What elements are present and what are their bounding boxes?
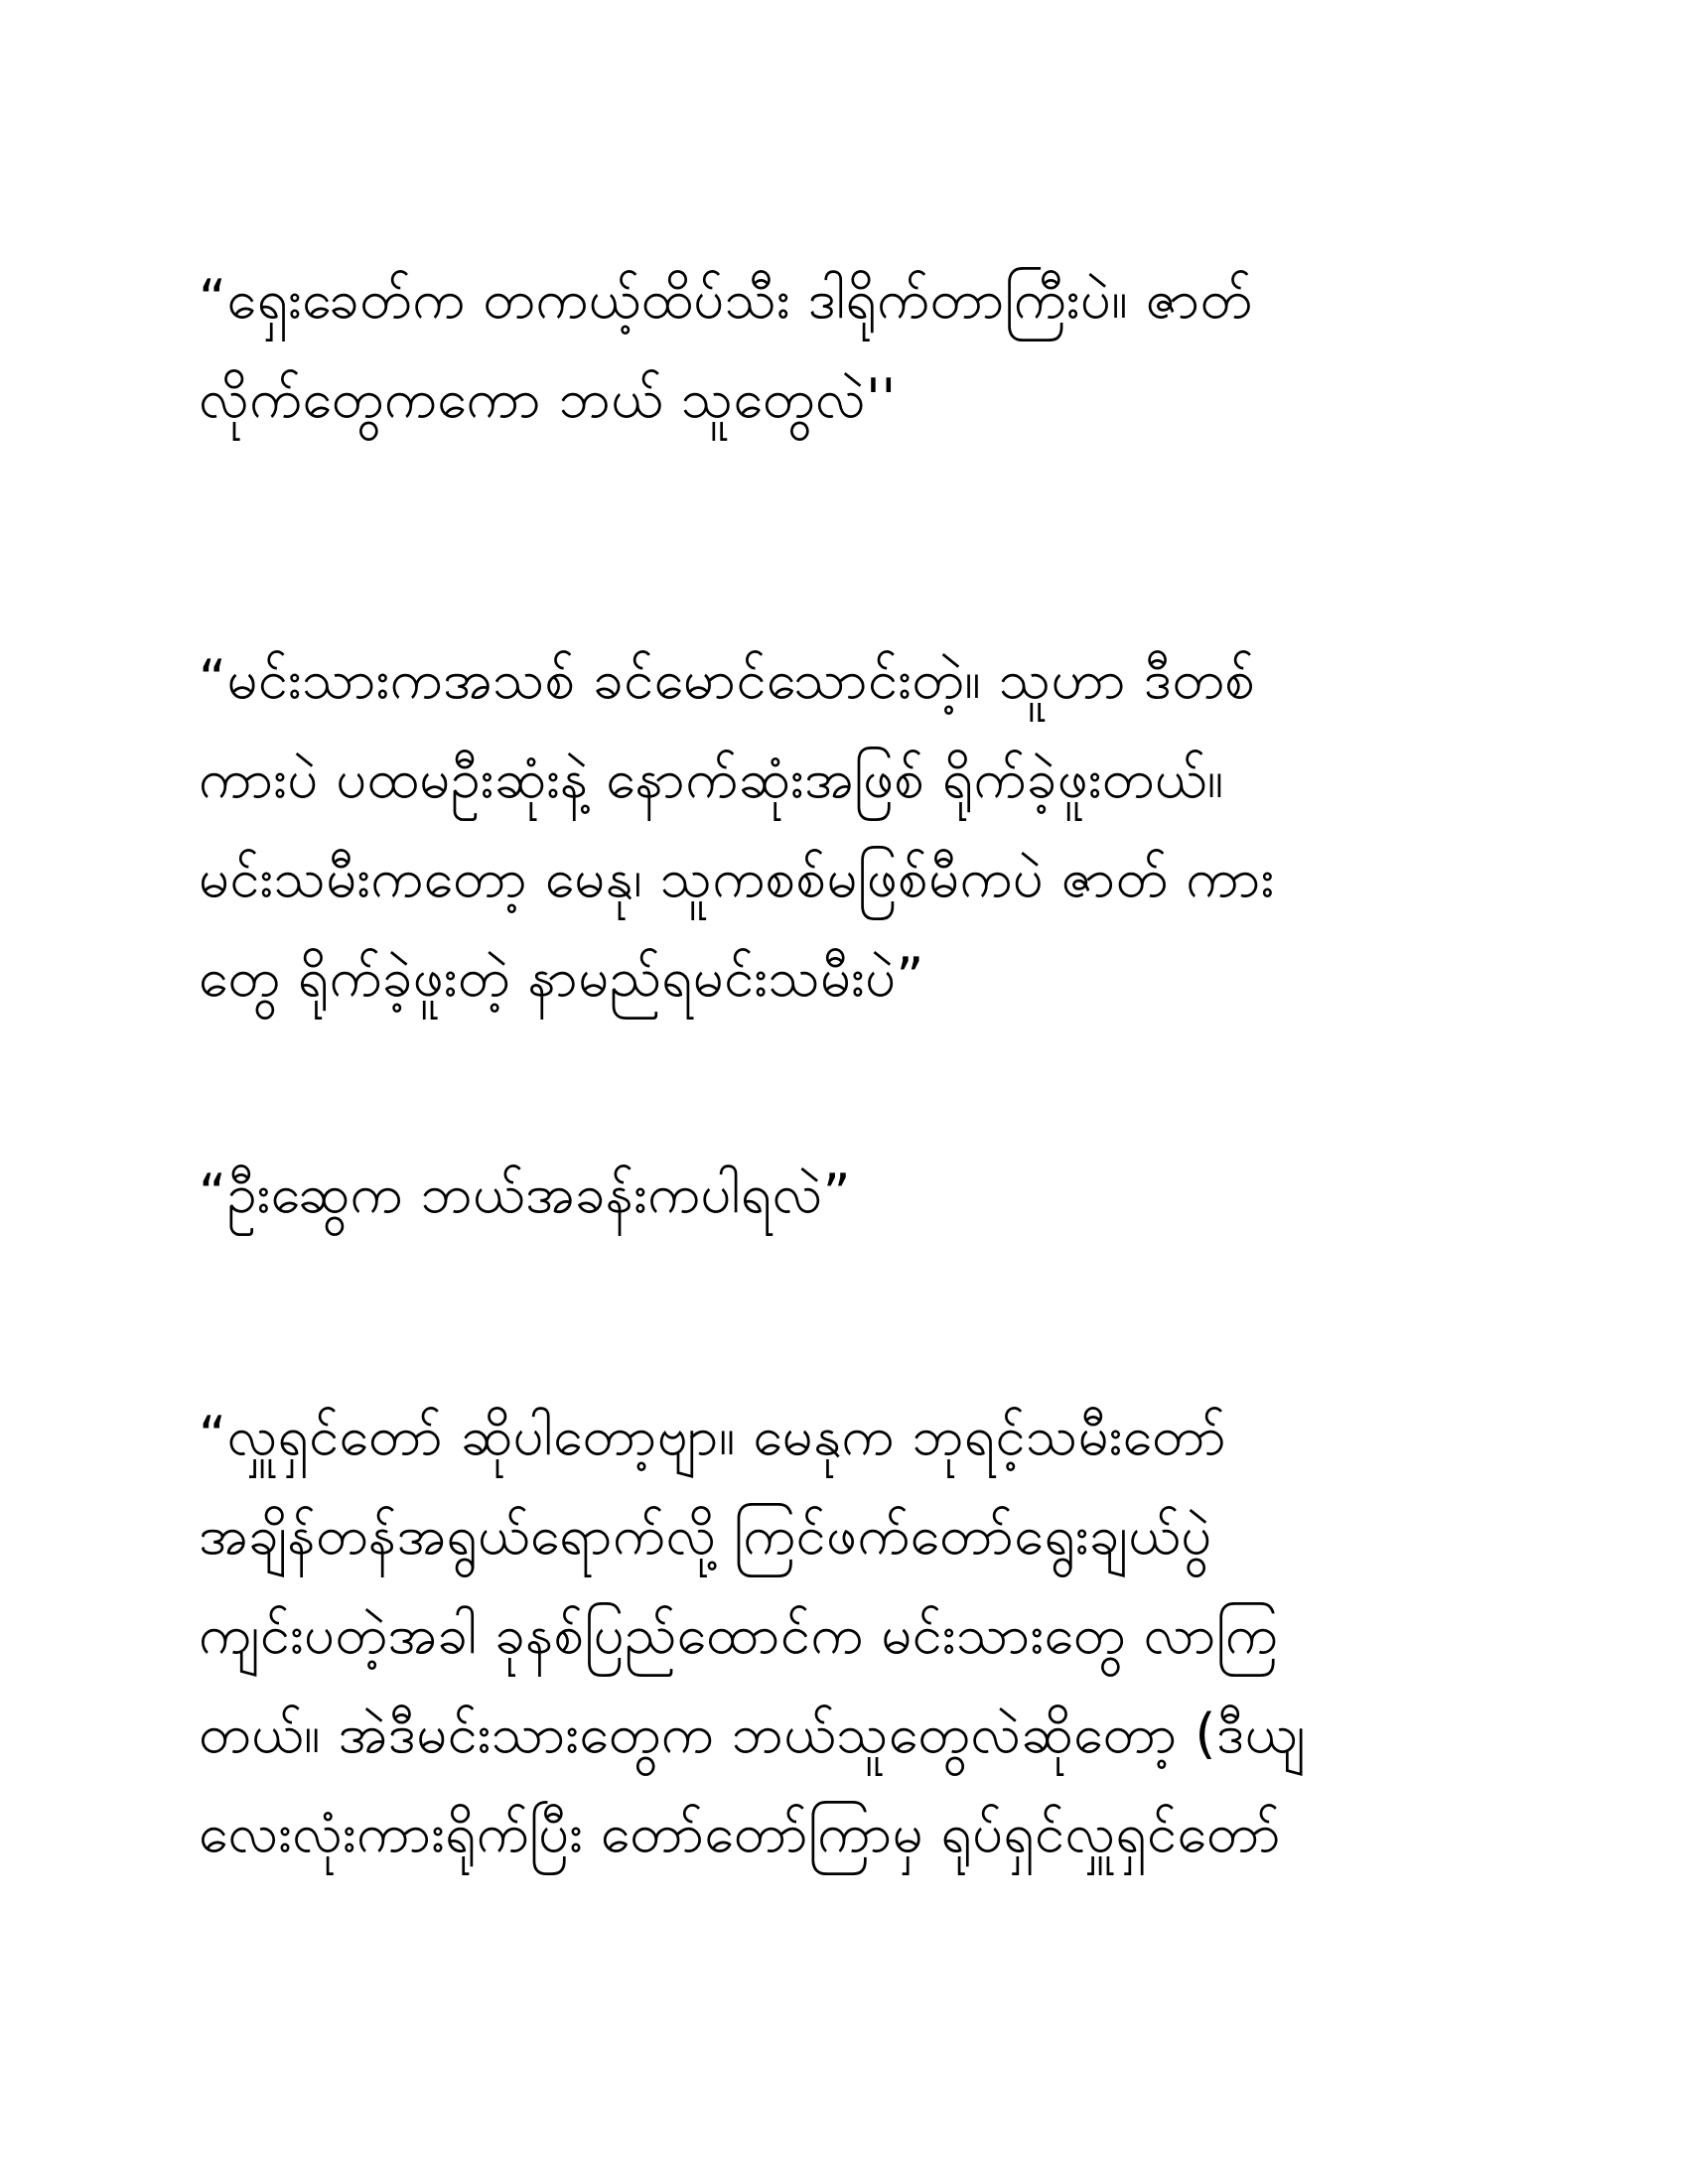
dialogue-paragraph-1 bbox=[199, 250, 1509, 449]
text-line: “ရှေးခေတ်က တကယ့်ထိပ်သီး ဒါရိုက်တာကြီးပဲ။ ဇာတ် bbox=[199, 268, 1253, 331]
text-line: အချိန်တန်အရွယ်ရောက်လို့ ကြင်ဖက်တော်ရွေးချယ်ပွဲ bbox=[199, 1504, 1212, 1567]
dialogue-paragraph-2 bbox=[199, 630, 1509, 1027]
text-line: မင်းသမီးကတော့ မေနု၊ သူကစစ်မဖြစ်မီကပဲ ဇာတ် ကား bbox=[199, 847, 1275, 909]
text-line: “မင်းသားကအသစ် ခင်မောင်သောင်းတဲ့။ သူဟာ ဒီတစ် bbox=[199, 648, 1256, 711]
text-line: “ဦးဆွေက ဘယ်အခန်းကပါရလဲ” bbox=[199, 1162, 852, 1225]
dialogue-paragraph-4 bbox=[199, 1387, 1509, 1883]
text-line: “လှူရှင်တော် ဆိုပါတော့ဗျာ။ မေနုက ဘုရင့်သမီးတော် bbox=[199, 1405, 1227, 1467]
text-line: လေးလုံးကားရိုက်ပြီး တော်တော်ကြာမှ ရုပ်ရှင်လှူရှင်တော် bbox=[199, 1802, 1282, 1864]
text-line: တယ်။ အဲဒီမင်းသားတွေက ဘယ်သူတွေလဲဆိုတော့ (ဒီယျ bbox=[199, 1703, 1307, 1765]
text-line: ကျင်းပတဲ့အခါ ခုနစ်ပြည်ထောင်က မင်းသားတွေ လာကြ bbox=[199, 1603, 1279, 1666]
text-line: ကားပဲ ပထမဦးဆုံးနဲ့ နောက်ဆုံးအဖြစ် ရိုက်ခဲ့ဖူးတယ်။ bbox=[199, 748, 1224, 810]
text-line: လိုက်တွေကကော ဘယ် သူတွေလဲ'' bbox=[199, 367, 897, 430]
text-line: တွေ ရိုက်ခဲ့ဖူးတဲ့ နာမည်ရမင်းသမီးပဲ” bbox=[199, 946, 924, 1009]
dialogue-paragraph-3 bbox=[199, 1145, 1509, 1244]
